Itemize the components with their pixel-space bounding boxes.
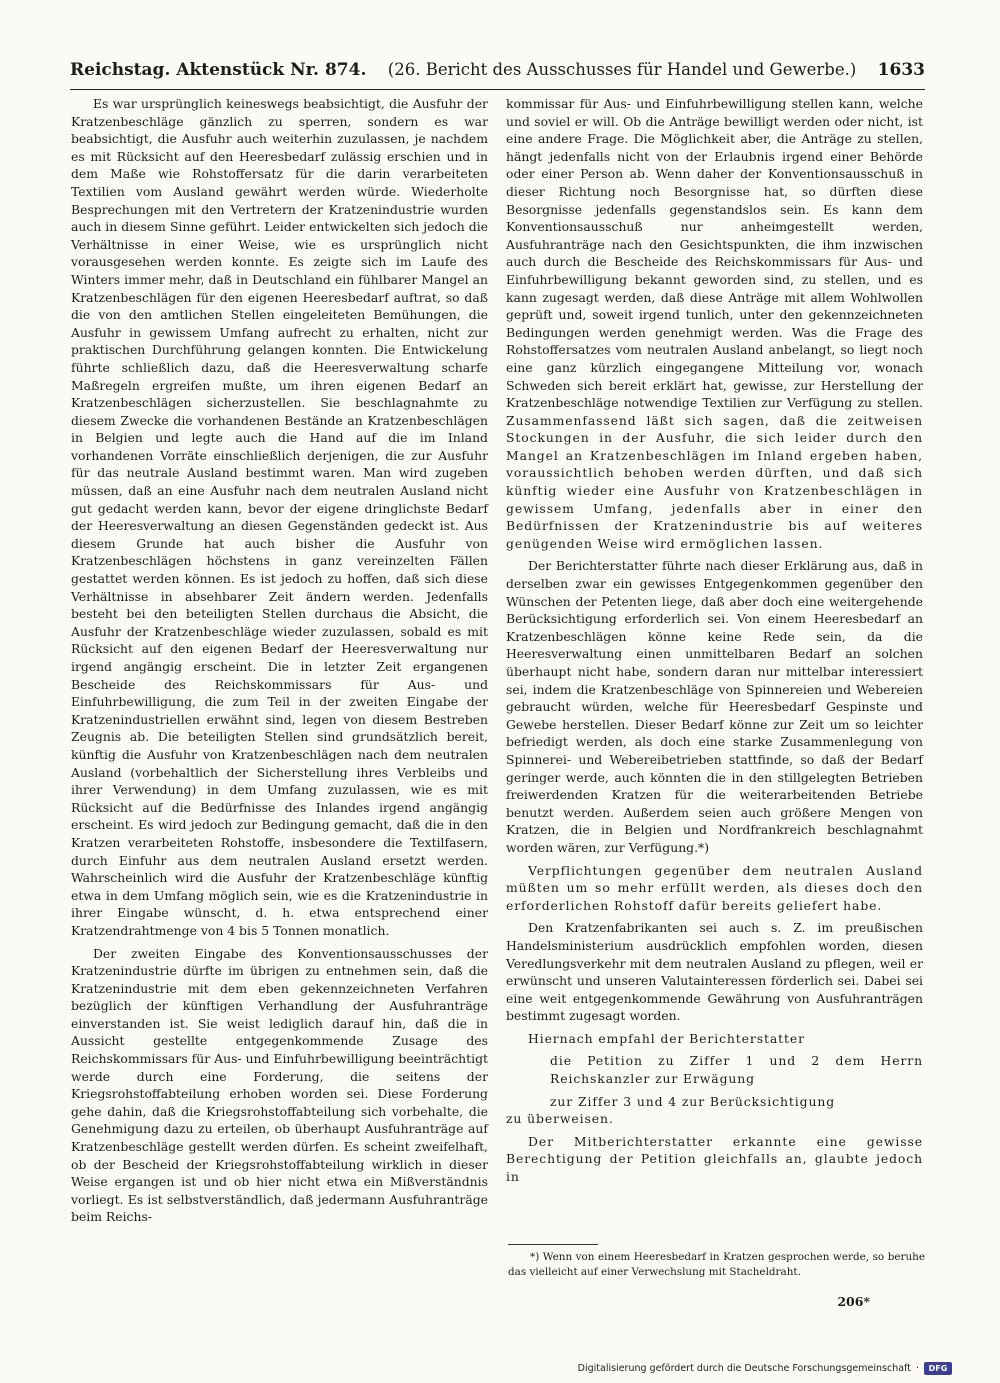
footnote <box>508 1250 925 1280</box>
left-column <box>71 95 488 1226</box>
paragraph: Den Kratzenfabrikanten sei auch s. Z. im preußischen Handelsministerium ausdrücklich empfohlen worden, diesen Veredlungsverkehr mit dem neutralen Ausland zu pflegen, weil er erwünscht und unseren Valutainteressen förderlich sei. Dabei sei eine weit entgegenkommende Gewährung von Ausfuhranträgen bestimmt zugesagt worden. <box>506 920 923 1024</box>
recommendation-item: zur Ziffer 3 und 4 zur Berücksichtigung <box>550 1093 836 1109</box>
recommendation-tail: zu überweisen. <box>506 1111 614 1127</box>
header-title: Reichstag. Aktenstück Nr. <box>70 60 319 80</box>
digitization-credit <box>578 1362 952 1375</box>
footnote-text: *) Wenn von einem Heeresbedarf in Kratzen gesprochen werde, so beruhe das vielleicht auf einer Verwechslung mit Stacheldraht. <box>508 1251 925 1278</box>
page-header <box>70 60 925 86</box>
right-column <box>506 95 923 1186</box>
paragraph <box>506 95 923 552</box>
credit-text: Digitalisierung gefördert durch die Deutsche Forschungsgemeinschaft <box>577 1363 911 1374</box>
header-subtitle: (26. Bericht des Ausschusses für Handel und Gewerbe.) <box>387 60 857 79</box>
spaced-text: Zusammenfassend läßt sich sagen, daß die zeitweisen Stockungen in der Ausfuhr, die sich leider durch den Mangel an Kratzenbeschlägen im Inland ergeben haben, voraussichtlich behoben werden dürften, und daß sich künftig wieder eine Ausfuhr von Kratzenbeschlägen in gewissem Umfang, jedenfalls aber in einer den Bedürfnissen der Kratzenindustrie bis auf weiteres genügenden Weise wird ermöglichen lassen. <box>506 412 923 551</box>
paragraph: Es war ursprünglich keineswegs beabsichtigt, die Ausfuhr der Kratzenbeschläge gänzlich zu sperren, sondern es war beabsichtigt, die Ausfuhr auch weiterhin zuzulassen, je nachdem es mit Rücksicht auf den Heeresbedarf zulässig erschien und in dem Maße wie Rohstoffersatz für die darin verarbeiteten Textilien vom Ausland gewährt werden würde. Wiederholte Besprechungen mit den Vertretern der Kratzenindustrie wurden auch in diesem Sinne geführt. Leider entwickelten sich jedoch die Verhältnisse in einer Weise, wie es ursprünglich nicht vorausgesehen werden konnte. Es zeigte sich im Laufe des Winters immer mehr, daß in Deutschland ein fühlbarer Mangel an Kratzenbeschlägen für den eigenen Heeresbedarf auftrat, so daß die von den amtlichen Stellen eingeleiteten Bemühungen, die Ausfuhr in gewissem Umfang aufrecht zu erhalten, nicht zur praktischen Durchführung gelangen konnten. Die Entwickelung führte schließlich dazu, daß die Heeresverwaltung scharfe Maßregeln ergreifen mußte, um ihren eigenen Bedarf an Kratzenbeschlägen sicherzustellen. Sie beschlagnahmte zu diesem Zwecke die vorhandenen Bestände an Kratzenbeschlägen in Belgien und legte auch die Hand auf die im Inland vorhandenen Vorräte einschließlich derjenigen, die zur Ausfuhr für das neutrale Ausland bestimmt waren. Man wird zugeben müssen, daß an eine Ausfuhr nach dem neutralen Ausland nicht gut gedacht werden kann, bevor der eigene dringlichste Bedarf der Heeresverwaltung an diesen Gegenständen gedeckt ist. Aus diesem Grunde hat auch bisher die Ausfuhr von Kratzenbeschlägen höchstens in ganz vereinzelten Fällen gestattet werden können. Es ist jedoch zu hoffen, daß sich diese Verhältnisse in absehbarer Zeit ändern werden. Jedenfalls besteht bei den beteiligten Stellen durchaus die Absicht, die Ausfuhr der Kratzenbeschläge wieder zuzulassen, sobald es mit Rücksicht auf den eigenen Bedarf der Heeresverwaltung nur irgend angängig erscheint. Die in letzter Zeit ergangenen Bescheide des Reichskommissars für Aus- und Einfuhrbewilligung, die zum Teil in der zweiten Eingabe der Kratzenindustriellen erwähnt sind, legen von diesem Bestreben Zeugnis ab. Die beteiligten Stellen sind grundsätzlich bereit, künftig die Ausfuhr von Kratzenbeschlägen nach dem neutralen Ausland (vorbehaltlich der Sicherstellung ihres Verbleibs und ihrer Verwendung) in dem Umfang zuzulassen, wie es mit Rücksicht auf die Bedürfnisse des Inlandes irgend angängig erscheint. Es wird jedoch zur Bedingung gemacht, daß die in den Kratzen verarbeiteten Rohstoffe, insbesondere die Textilfasern, durch Einfuhr aus dem neutralen Ausland ersetzt werden. Wahrscheinlich wird die Ausfuhr der Kratzenbeschläge künftig etwa in dem Umfang möglich sein, wie es die Kratzenindustrie in ihrer Eingabe wünscht, d. h. etwa entsprechend einer Kratzendrahtmenge von 4 bis 5 Tonnen monatlich. <box>71 96 488 938</box>
header-document-number: 874. <box>324 60 367 80</box>
page-number: 1633 <box>877 60 925 80</box>
paragraph-text: kommissar für Aus- und Einfuhrbewilligung stellen kann, welche und soviel er will. Ob die Anträge bewilligt werden oder nicht, ist eine andere Frage. Die Möglichkeit aber, die Anträge zu stellen, hängt jedenfalls nicht von der Erlaubnis irgend einer Behörde oder einer Person ab. Wenn daher der Konventionsausschuß in dieser Richtung noch Besorgnisse hat, so dürften diese Besorgnisse jedenfalls gegenstandslos sein. Es kann dem Konventionsausschuß nur anheimgestellt werden, Ausfuhranträge nach den Gesichtspunkten, die ihm inzwischen auch durch die Bescheide des Reichskommissars für Aus- und Einfuhrbewilligung bekannt geworden sind, zu stellen, und es kann zugesagt werden, daß diese Anträge mit allem Wohlwollen geprüft und, soweit irgend tunlich, unter den gekennzeichneten Bedingungen werden genehmigt werden. Was die Frage des Rohstoffersatzes vom neutralen Ausland anbelangt, so liegt noch eine ganz kürzlich eingegangene Mitteilung vor, wonach Schweden sich bereit erklärt hat, gewisse, zur Herstellung der Kratzenbeschläge notwendige Textilien zur Verfügung zu stellen. <box>506 96 923 411</box>
paragraph: Der Mitberichterstatter erkannte eine gewisse Berechtigung der Petition gleichfalls an, glaubte jedoch in <box>506 1133 923 1185</box>
sheet-mark: 206* <box>837 1294 870 1309</box>
paragraph: Der Berichterstatter führte nach dieser Erklärung aus, daß in derselben zwar ein gewisses Entgegenkommen gegenüber den Wünschen der Petenten liege, daß aber doch eine weitergehende Berücksichtigung erforderlich sei. Von einem Heeresbedarf an Kratzenbeschlägen könne keine Rede sein, da die Heeresverwaltung einen unmittelbaren Bedarf an solchen überhaupt nicht habe, sondern daran nur mittelbar interessiert sei, indem die Kratzenbeschläge von Spinnereien und Webereien gebraucht würden, welche für Heeresbedarf Gespinste und Gewebe herstellen. Dieser Bedarf könne zur Zeit um so leichter befriedigt werden, als doch eine starke Zusammenlegung von Spinnerei- und Webereibetrieben stattfinde, so daß der Bedarf geringer werde, auch könnten die in den stillgelegten Betrieben freiwerdenden Kratzen für die weiterarbeitenden Betriebe benutzt werden. Außerdem seien auch größere Mengen von Kratzen, die in Belgien und Nordfrankreich beschlagnahmt worden wären, zur Verfügung.*) <box>506 558 923 855</box>
footnote-rule <box>508 1244 598 1245</box>
paragraph: Verpflichtungen gegenüber dem neutralen Ausland müßten um so mehr erfüllt werden, als dieses doch den erforderlichen Rohstoff dafür bereits geliefert habe. <box>506 862 923 913</box>
header-rule <box>70 89 925 90</box>
credit-separator: · <box>915 1363 919 1374</box>
recommendation-item: die Petition zu Ziffer 1 und 2 dem Herrn Reichskanzler zur Erwägung <box>550 1053 923 1087</box>
dfg-logo: DFG <box>924 1362 952 1375</box>
paragraph: Hiernach empfahl der Berichterstatter <box>528 1030 805 1046</box>
paragraph: Der zweiten Eingabe des Konventionsausschusses der Kratzenindustrie dürfte im übrigen zu entnehmen sein, daß die Kratzenindustrie mit dem eben gekennzeichneten Verfahren bezüglich der künftigen Verhandlung der Ausfuhranträge einverstanden ist. Sie weist lediglich darauf hin, daß die in Aussicht gestellte entgegenkommende Zusage des Reichskommissars für Aus- und Einfuhrbewilligung beeinträchtigt werde durch eine Forderung, die seitens der Kriegsrohstoffabteilung erhoben worden sei. Diese Forderung gehe dahin, daß die Kriegsrohstoffabteilung sich vorbehalte, die Genehmigung dazu zu erteilen, ob überhaupt Ausfuhranträge auf Kratzenbeschläge gestellt werden dürfen. Es scheint zweifelhaft, ob der Bescheid der Kriegsrohstoffabteilung wirklich in dieser Weise ergangen ist und ob hier nicht etwa ein Mißverständnis vorliegt. Es ist selbstverständlich, daß jedermann Ausfuhranträge beim Reichs- <box>71 945 488 1225</box>
